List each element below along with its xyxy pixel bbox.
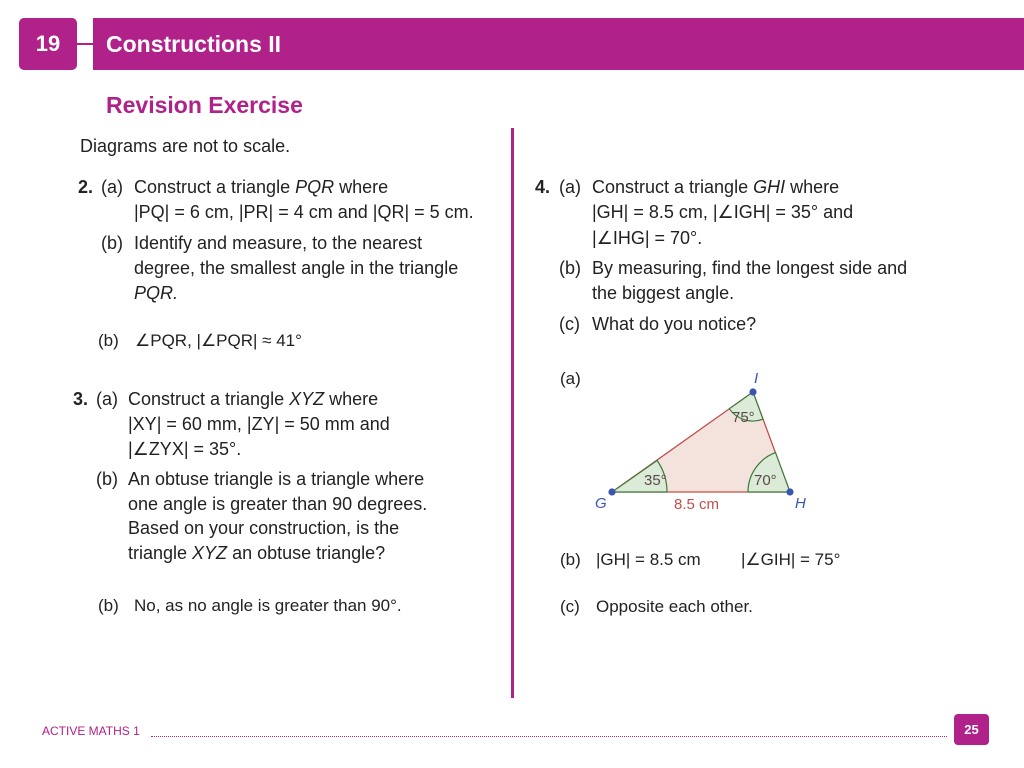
q3-b-line2: one angle is greater than 90 degrees.	[128, 494, 428, 514]
q2-b-line2: degree, the smallest angle in the triangle	[134, 258, 459, 278]
q4-a-line3: |∠IHG| = 70°.	[592, 228, 703, 248]
angle-g-label: 35°	[644, 472, 667, 489]
q2-a-label: (a)	[101, 177, 123, 197]
q2-a-line2: |PQ| = 6 cm, |PR| = 4 cm and |QR| = 5 cm.	[134, 202, 474, 222]
q4-b-label: (b)	[559, 258, 581, 278]
chapter-title: Constructions II	[106, 31, 282, 57]
diagram-note: Diagrams are not to scale.	[80, 136, 291, 156]
q3-a-label: (a)	[96, 389, 118, 409]
side-gh-label: 8.5 cm	[674, 496, 720, 513]
q3-answer: No, as no angle is greater than 90°.	[134, 596, 402, 615]
q3-a-line3: |∠ZYX| = 35°.	[128, 439, 242, 459]
vertex-g-label: G	[595, 495, 607, 512]
q4-number: 4.	[535, 177, 551, 197]
q4-answer-b-angle: |∠GIH| = 75°	[741, 550, 841, 569]
point-g	[608, 488, 615, 495]
q4-answer-b-label: (b)	[560, 550, 581, 569]
q4-c-label: (c)	[559, 314, 580, 334]
q2-b-label: (b)	[101, 233, 123, 253]
q3-b-line4: triangle XYZ an obtuse triangle?	[128, 543, 386, 563]
q4-b-line2: the biggest angle.	[592, 283, 735, 303]
page-number-badge: 25	[954, 714, 989, 745]
q3-answer-label: (b)	[98, 596, 119, 615]
angle-i-label: 75°	[732, 409, 755, 426]
triangle-ghi-diagram	[585, 360, 825, 520]
q2-b-line1: Identify and measure, to the nearest	[134, 233, 423, 253]
q3-number: 3.	[73, 389, 89, 409]
badge-connector	[77, 43, 93, 45]
q4-c-line: What do you notice?	[592, 314, 757, 334]
q2-b-line3: PQR.	[134, 283, 179, 303]
q4-answer-c-label: (c)	[560, 597, 580, 616]
q3-a-line2: |XY| = 60 mm, |ZY| = 50 mm and	[128, 414, 390, 434]
q2-a-line1: Construct a triangle PQR where	[134, 177, 389, 197]
q4-b-line1: By measuring, find the longest side and	[592, 258, 908, 278]
section-title: Revision Exercise	[106, 92, 303, 118]
point-i	[749, 388, 756, 395]
column-divider	[511, 128, 514, 698]
q2-answer: ∠PQR, |∠PQR| ≈ 41°	[135, 331, 302, 350]
q3-b-line3: Based on your construction, is the	[128, 518, 400, 538]
q2-answer-label: (b)	[98, 331, 119, 350]
q3-a-line1: Construct a triangle XYZ where	[128, 389, 379, 409]
q4-a-line1: Construct a triangle GHI where	[592, 177, 840, 197]
q4-answer-b-side: |GH| = 8.5 cm	[596, 550, 701, 569]
angle-h-label: 70°	[754, 472, 777, 489]
q4-answer-c: Opposite each other.	[596, 597, 753, 616]
footer-book-title: ACTIVE MATHS 1	[42, 724, 140, 738]
point-h	[786, 488, 793, 495]
q4-a-label: (a)	[559, 177, 581, 197]
q3-b-line1: An obtuse triangle is a triangle where	[128, 469, 425, 489]
chapter-number-badge: 19	[19, 18, 77, 70]
q2-number: 2.	[78, 177, 94, 197]
q4-a-line2: |GH| = 8.5 cm, |∠IGH| = 35° and	[592, 202, 854, 222]
vertex-h-label: H	[795, 495, 806, 512]
q4-diagram-label: (a)	[560, 369, 581, 388]
q3-b-label: (b)	[96, 469, 118, 489]
vertex-i-label: I	[754, 370, 759, 387]
footer-dotted-line	[151, 736, 947, 737]
